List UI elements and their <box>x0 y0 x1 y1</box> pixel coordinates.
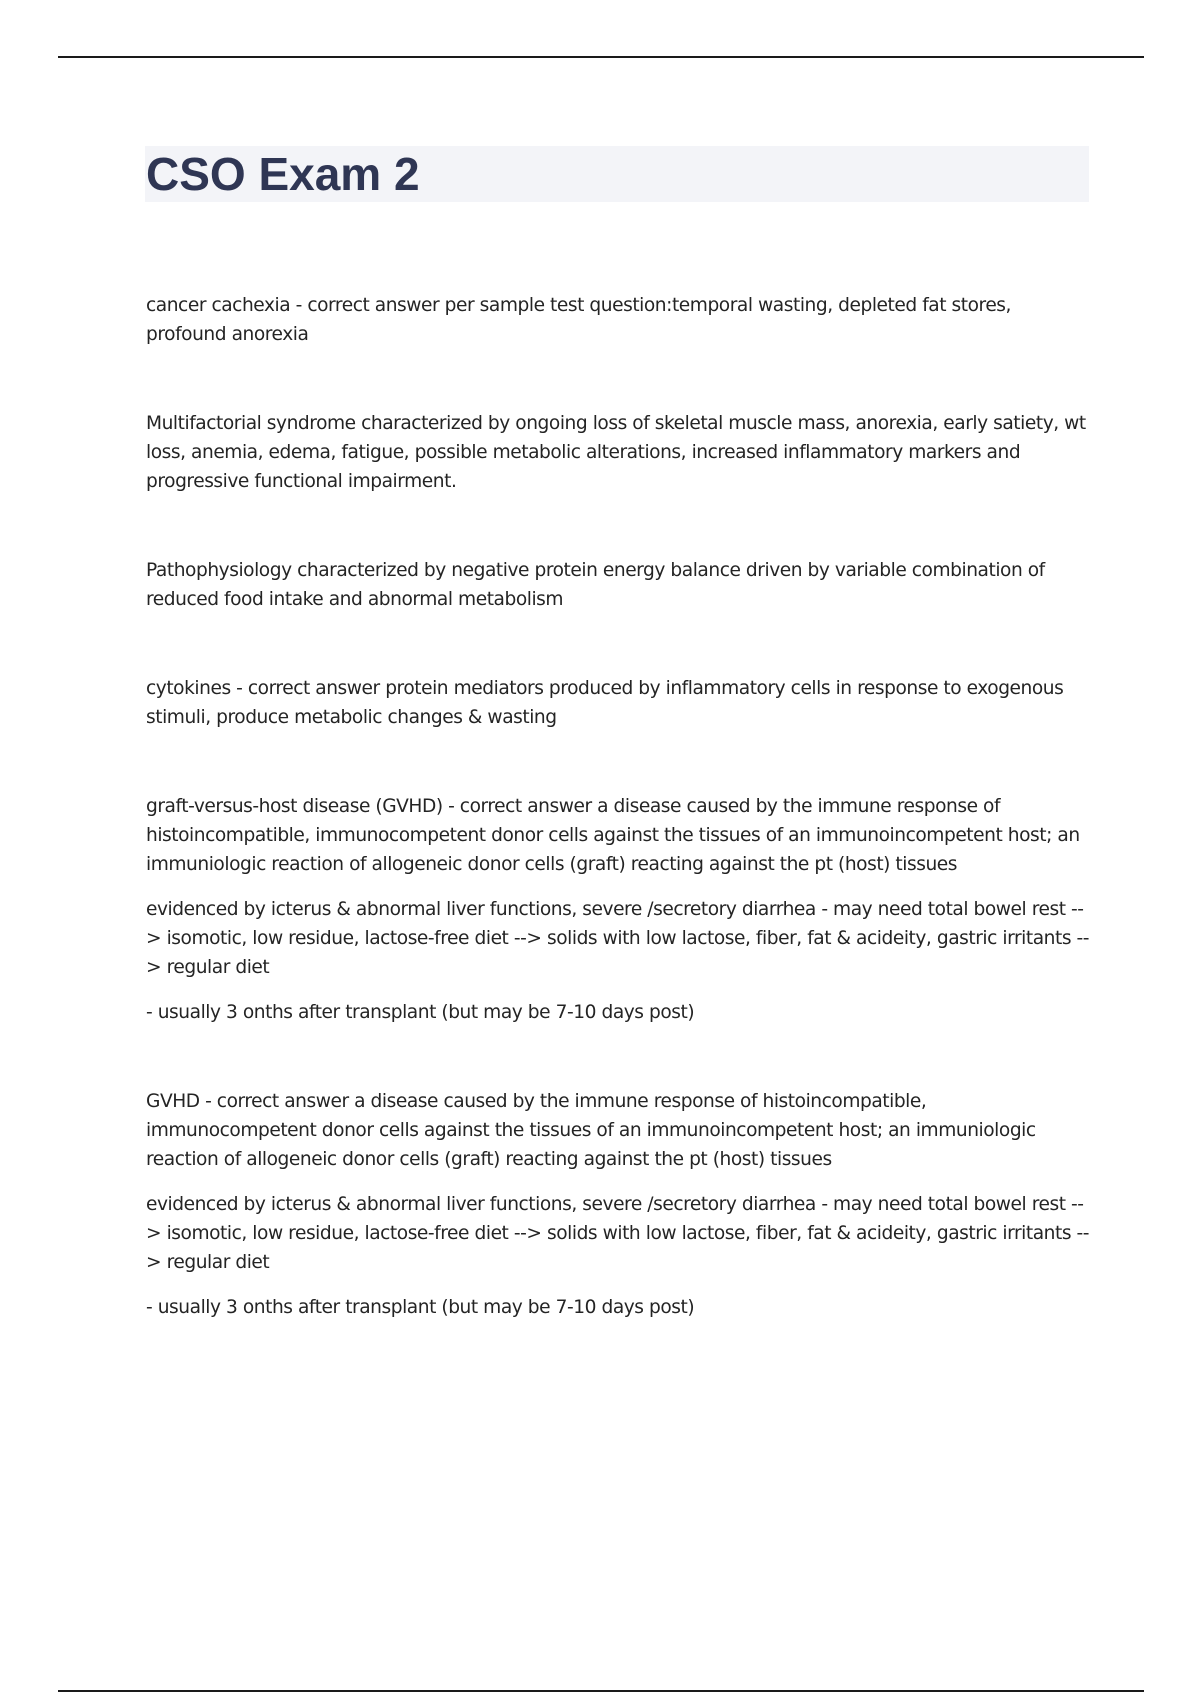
entry-paragraph: evidenced by icterus & abnormal liver functions, severe /secretory diarrhea - may need total bowel rest --> isomotic, low residue, lactose-free diet --> solids with low lactose, fiber, fat & acideity, gastric irritants --> regular diet <box>146 1194 1090 1273</box>
entry-paragraph: - usually 3 onths after transplant (but may be 7-10 days post) <box>146 1002 695 1023</box>
page-title: CSO Exam 2 <box>146 148 420 200</box>
entry-paragraph: Multifactorial syndrome characterized by ongoing loss of skeletal muscle mass, anorexia, early satiety, wt loss, anemia, edema, fatigue, possible metabolic alterations, increased inflammatory markers and progressive functional impairment. <box>146 413 1086 492</box>
entry-cancer-cachexia <box>146 291 1090 349</box>
entry-paragraph: - usually 3 onths after transplant (but may be 7-10 days post) <box>146 1297 695 1318</box>
entry-paragraph: cytokines - correct answer protein mediators produced by inflammatory cells in response to exogenous stimuli, produce metabolic changes & wasting <box>146 678 1064 728</box>
entry-paragraph: graft-versus-host disease (GVHD) - correct answer a disease caused by the immune response of histoincompatible, immunocompetent donor cells against the tissues of an immunoincompetent host; an immuniologic reaction of allogeneic donor cells (graft) reacting against the pt (host) tissues <box>146 796 1080 875</box>
entry-cachexia-definition <box>146 409 1090 496</box>
entry-gvhd-full <box>146 792 1090 1027</box>
document-body <box>146 291 1090 1382</box>
entry-cytokines <box>146 674 1090 732</box>
top-rule <box>58 56 1144 58</box>
bottom-rule <box>58 1690 1144 1692</box>
entry-gvhd-short <box>146 1087 1090 1322</box>
entry-paragraph: evidenced by icterus & abnormal liver functions, severe /secretory diarrhea - may need total bowel rest --> isomotic, low residue, lactose-free diet --> solids with low lactose, fiber, fat & acideity, gastric irritants --> regular diet <box>146 899 1090 978</box>
entry-paragraph: GVHD - correct answer a disease caused by the immune response of histoincompatible, immunocompetent donor cells against the tissues of an immunoincompetent host; an immuniologic reaction of allogeneic donor cells (graft) reacting against the pt (host) tissues <box>146 1091 1036 1170</box>
entry-paragraph: cancer cachexia - correct answer per sample test question:temporal wasting, depleted fat stores, profound anorexia <box>146 295 1012 345</box>
entry-pathophysiology <box>146 556 1090 614</box>
entry-paragraph: Pathophysiology characterized by negative protein energy balance driven by variable combination of reduced food intake and abnormal metabolism <box>146 560 1045 610</box>
